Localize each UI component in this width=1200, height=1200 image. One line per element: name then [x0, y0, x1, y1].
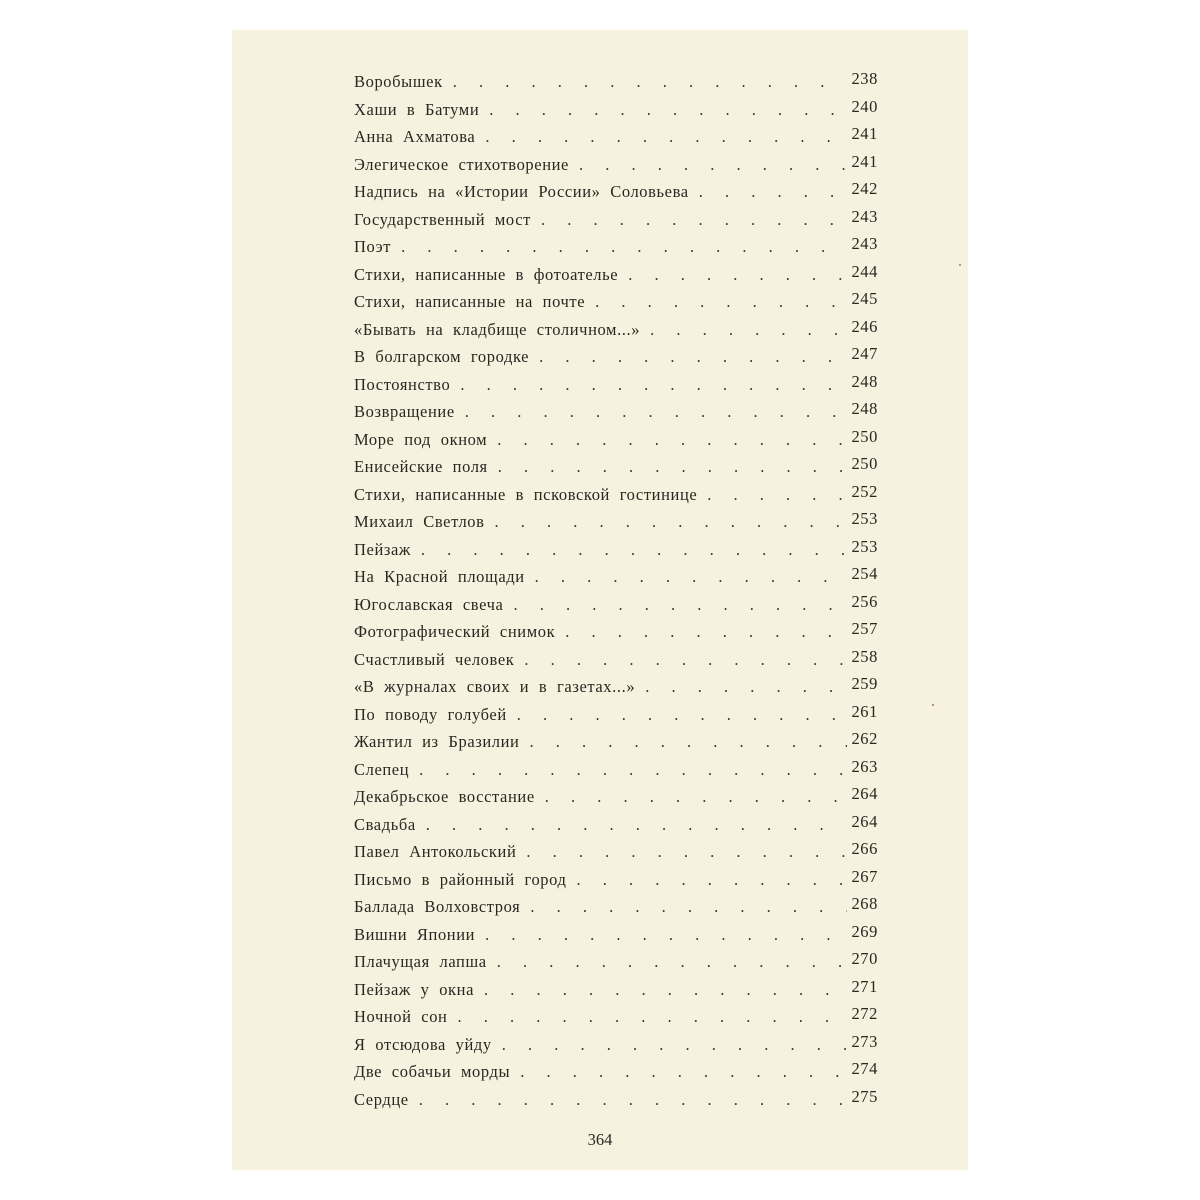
toc-entry-page: 259	[851, 674, 878, 693]
toc-entry	[354, 261, 878, 293]
dot-leader	[502, 1035, 848, 1055]
toc-entry	[354, 729, 878, 760]
toc-entry-page: 248	[851, 371, 878, 391]
toc-entry	[354, 811, 878, 843]
dot-leader	[513, 595, 847, 615]
dot-leader	[535, 567, 848, 587]
dot-leader	[530, 732, 848, 752]
toc-entry-page: 250	[851, 454, 878, 473]
dot-leader	[460, 375, 847, 395]
toc-entry	[354, 564, 878, 595]
toc-entry-page: 261	[851, 701, 878, 721]
toc-entry-page: 248	[851, 399, 878, 418]
toc-entry-page: 244	[851, 261, 878, 281]
toc-entry-page: 273	[851, 1031, 878, 1051]
toc-entry-title: Письмо в районный город	[354, 869, 567, 889]
toc-entry-title: Сердце	[354, 1089, 409, 1109]
toc-entry-page: 267	[851, 866, 878, 886]
toc-entry-page: 245	[851, 289, 878, 308]
toc-entry	[354, 371, 878, 403]
toc-entry-title: Счастливый человек	[354, 649, 515, 669]
dot-leader	[707, 485, 847, 505]
toc-entry	[354, 1031, 878, 1063]
toc-entry-title: «Бывать на кладбище столичном...»	[354, 319, 641, 339]
toc-entry	[354, 344, 878, 375]
toc-entry	[354, 894, 878, 925]
toc-entry-page: 266	[851, 839, 878, 858]
dot-leader	[541, 210, 848, 230]
dot-leader	[565, 622, 847, 642]
toc-entry-title: Элегическое стихотворение	[354, 154, 569, 174]
toc-entry	[354, 289, 878, 320]
dot-leader	[485, 127, 847, 147]
toc-entry-page: 275	[851, 1086, 878, 1106]
toc-entry-title: Павел Антокольский	[354, 842, 517, 861]
toc-entry-title: Стихи, написанные в псковской гостинице	[354, 484, 698, 504]
toc-entry	[354, 921, 878, 953]
dot-leader	[545, 787, 848, 807]
toc-entry-page: 264	[851, 784, 878, 803]
dot-leader	[498, 457, 848, 477]
dot-leader	[453, 72, 848, 92]
dot-leader	[465, 402, 848, 422]
toc-entry	[354, 69, 878, 100]
dot-leader	[497, 430, 847, 450]
toc-entry	[354, 124, 878, 155]
toc-entry-title: Стихи, написанные в фотоателье	[354, 264, 619, 284]
toc-entry	[354, 1086, 878, 1118]
toc-entry-title: Государственный мост	[354, 209, 531, 229]
toc-entry	[354, 1004, 878, 1035]
dot-leader	[401, 237, 847, 257]
toc-entry	[354, 619, 878, 650]
toc-entry-title: Михаил Светлов	[354, 512, 485, 531]
toc-entry-page: 242	[851, 179, 878, 198]
toc-entry-title: По поводу голубей	[354, 704, 507, 724]
dot-leader	[426, 815, 848, 835]
toc-entry-title: Пейзаж у окна	[354, 979, 475, 999]
dot-leader	[645, 677, 847, 697]
toc-entry	[354, 701, 878, 733]
dot-leader	[419, 1090, 848, 1110]
toc-entry	[354, 96, 878, 128]
toc-entry-page: 250	[851, 426, 878, 446]
toc-entry	[354, 316, 878, 348]
dot-leader	[650, 320, 847, 340]
dot-leader	[524, 650, 847, 670]
toc-entry	[354, 674, 878, 705]
dot-leader	[628, 265, 847, 285]
toc-entry-page: 262	[851, 729, 878, 748]
toc-entry-page: 252	[851, 481, 878, 501]
toc-entry-page: 241	[851, 151, 878, 171]
toc-entry	[354, 426, 878, 458]
toc-entry-title: Ночной сон	[354, 1007, 448, 1026]
toc-entry	[354, 481, 878, 513]
toc-entry-page: 268	[851, 894, 878, 913]
toc-entry-title: Пейзаж	[354, 539, 411, 559]
toc-entry	[354, 784, 878, 815]
toc-entry	[354, 454, 878, 485]
toc-entry-page: 269	[851, 921, 878, 941]
toc-entry-title: Воробышек	[354, 72, 443, 91]
toc-entry-page: 272	[851, 1004, 878, 1023]
toc-entry-page: 256	[851, 591, 878, 611]
toc-entry	[354, 536, 878, 568]
toc-entry-page: 264	[851, 811, 878, 831]
toc-entry	[354, 591, 878, 623]
paper-speck	[932, 704, 934, 706]
dot-leader	[577, 870, 848, 890]
paper-speck	[959, 264, 961, 266]
toc-entry-page: 246	[851, 316, 878, 336]
page-number: 364	[587, 1130, 613, 1149]
toc-entry	[354, 509, 878, 540]
toc-entry	[354, 646, 878, 678]
dot-leader	[489, 100, 847, 120]
toc-entry-page: 257	[851, 619, 878, 638]
toc-entry-page: 247	[851, 344, 878, 363]
toc-entry-page: 263	[851, 756, 878, 776]
toc-entry-title: В болгарском городке	[354, 347, 530, 366]
table-of-contents	[354, 69, 878, 1117]
toc-entry-title: Я отсюдова уйду	[354, 1034, 492, 1054]
toc-entry-title: Надпись на «Истории России» Соловьева	[354, 182, 689, 201]
book-page	[232, 30, 968, 1170]
toc-entry-title: Море под окном	[354, 429, 488, 449]
toc-entry	[354, 1059, 878, 1090]
dot-leader	[495, 512, 848, 532]
toc-entry-page: 274	[851, 1059, 878, 1078]
toc-entry-title: Вишни Японии	[354, 924, 476, 944]
dot-leader	[539, 347, 847, 367]
toc-entry-title: Жантил из Бразилии	[354, 732, 520, 751]
toc-entry	[354, 234, 878, 265]
toc-entry-title: Хаши в Батуми	[354, 99, 480, 119]
toc-entry-title: Стихи, написанные на почте	[354, 292, 586, 311]
toc-entry	[354, 399, 878, 430]
dot-leader	[579, 155, 847, 175]
toc-entry-page: 254	[851, 564, 878, 583]
toc-entry-title: Югославская свеча	[354, 594, 504, 614]
toc-entry	[354, 976, 878, 1008]
toc-entry-title: «В журналах своих и в газетах...»	[354, 677, 636, 696]
toc-entry	[354, 839, 878, 870]
dot-leader	[526, 842, 847, 862]
toc-entry	[354, 206, 878, 238]
dot-leader	[595, 292, 847, 312]
toc-entry-page: 240	[851, 96, 878, 116]
dot-leader	[530, 897, 847, 917]
toc-entry-page: 243	[851, 206, 878, 226]
toc-entry-title: Енисейские поля	[354, 457, 488, 476]
toc-entry-title: Возвращение	[354, 402, 455, 421]
toc-entry-page: 258	[851, 646, 878, 666]
toc-entry-page: 238	[851, 69, 878, 88]
dot-leader	[484, 980, 847, 1000]
toc-entry	[354, 179, 878, 210]
dot-leader	[517, 705, 848, 725]
toc-entry-title: Поэт	[354, 237, 392, 256]
toc-entry-title: Анна Ахматова	[354, 127, 476, 146]
toc-entry	[354, 949, 878, 980]
dot-leader	[520, 1062, 847, 1082]
toc-entry-page: 253	[851, 536, 878, 556]
toc-entry-page: 253	[851, 509, 878, 528]
toc-entry-page: 243	[851, 234, 878, 253]
toc-entry-title: Две собачьи морды	[354, 1062, 511, 1081]
toc-entry	[354, 756, 878, 788]
toc-entry-title: Свадьба	[354, 814, 416, 834]
toc-entry-title: Фотографический снимок	[354, 622, 556, 641]
toc-entry-title: Декабрьское восстание	[354, 787, 535, 806]
toc-entry-page: 271	[851, 976, 878, 996]
dot-leader	[699, 182, 848, 202]
dot-leader	[485, 925, 847, 945]
toc-entry	[354, 866, 878, 898]
toc-entry-title: На Красной площади	[354, 567, 525, 586]
toc-entry-title: Баллада Волховстроя	[354, 897, 521, 916]
toc-entry-page: 270	[851, 949, 878, 968]
dot-leader	[419, 760, 847, 780]
toc-entry-title: Слепец	[354, 759, 410, 779]
toc-entry	[354, 151, 878, 183]
dot-leader	[457, 1007, 847, 1027]
dot-leader	[497, 952, 848, 972]
toc-entry-page: 241	[851, 124, 878, 143]
dot-leader	[421, 540, 848, 560]
toc-entry-title: Плачущая лапша	[354, 952, 487, 971]
toc-entry-title: Постоянство	[354, 374, 451, 394]
